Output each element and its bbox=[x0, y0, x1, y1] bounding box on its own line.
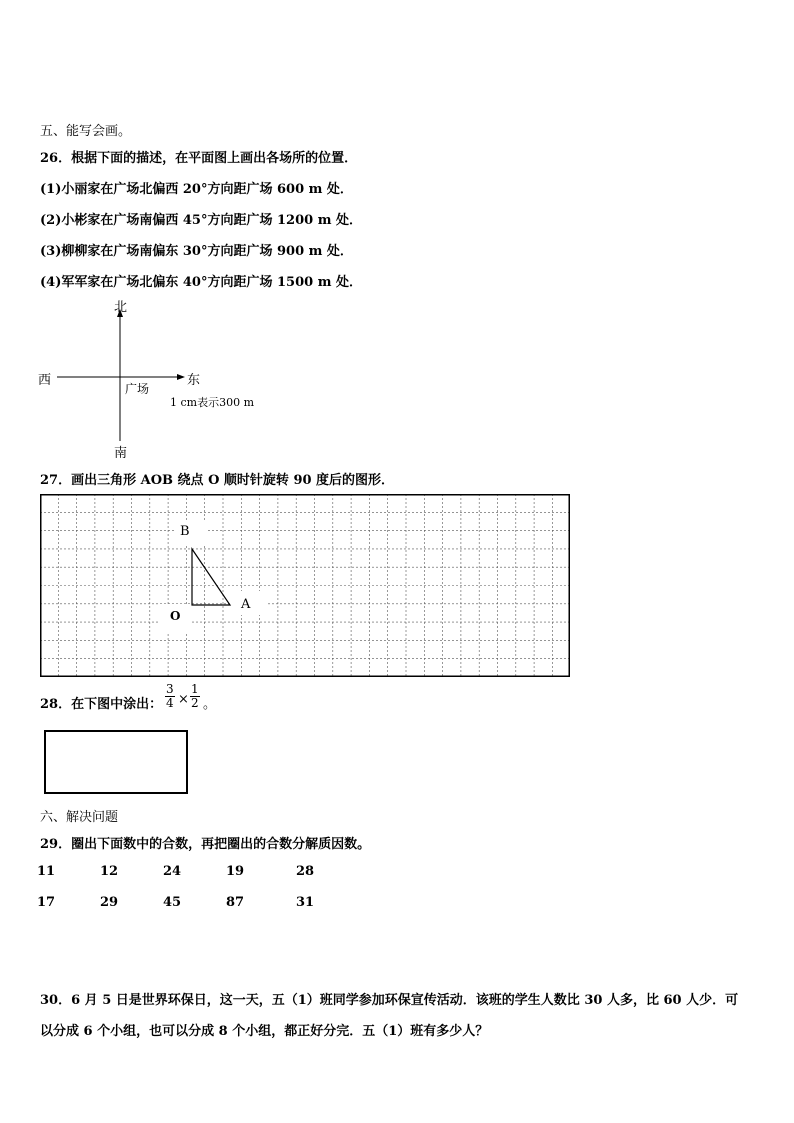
question-26-item-3: (3)柳柳家在广场南偏东 30°方向距广场 900 m 处． bbox=[40, 244, 353, 259]
label-south: 南 bbox=[114, 446, 128, 461]
label-b: B bbox=[180, 524, 190, 539]
number-item[interactable]: 87 bbox=[226, 895, 245, 910]
label-o: O bbox=[170, 609, 181, 623]
number-item[interactable]: 17 bbox=[37, 895, 56, 910]
number-item[interactable]: 31 bbox=[296, 895, 315, 910]
compass-axes bbox=[30, 296, 290, 461]
scale-note: 1 cm表示300 m bbox=[170, 396, 255, 409]
question-26-item-1: (1)小丽家在广场北偏西 20°方向距广场 600 m 处． bbox=[40, 182, 353, 197]
east-arrow-icon bbox=[177, 374, 185, 380]
question-29-title: 29．圈出下面数中的合数，再把圈出的合数分解质因数。 bbox=[40, 837, 371, 852]
section-five-title: 五、能写会画。 bbox=[40, 124, 132, 139]
fraction-one-half bbox=[190, 683, 200, 710]
question-30-line-1: 30．6 月 5 日是世界环保日，这一天，五（1）班同学参加环保宣传活动．该班的学生人数比 30 人多，比 60 人少．可 bbox=[40, 993, 739, 1008]
grid-canvas bbox=[40, 494, 570, 677]
grid-lines bbox=[40, 494, 570, 677]
number-item[interactable]: 28 bbox=[296, 864, 315, 879]
compass-diagram bbox=[30, 296, 290, 461]
question-27-title: 27．画出三角形 AOB 绕点 O 顺时针旋转 90 度后的图形． bbox=[40, 473, 395, 488]
number-item[interactable]: 29 bbox=[100, 895, 119, 910]
shading-rectangle[interactable] bbox=[44, 730, 188, 794]
question-28-prefix: 28．在下图中涂出： bbox=[40, 697, 163, 712]
number-item[interactable]: 19 bbox=[226, 864, 245, 879]
label-north: 北 bbox=[114, 300, 128, 315]
label-west: 西 bbox=[38, 373, 52, 388]
number-item[interactable]: 45 bbox=[163, 895, 182, 910]
label-plaza: 广场 bbox=[125, 382, 150, 396]
fraction-2-denominator: 2 bbox=[191, 696, 199, 710]
times-sign: × bbox=[178, 692, 189, 707]
question-30-line-2: 以分成 6 个小组，也可以分成 8 个小组，都正好分完．五（1）班有多少人？ bbox=[40, 1024, 489, 1039]
question-26-item-4: (4)军军家在广场北偏东 40°方向距广场 1500 m 处． bbox=[40, 275, 362, 290]
question-28-suffix: 。 bbox=[203, 697, 217, 712]
rotation-grid bbox=[40, 494, 570, 677]
fraction-2-numerator: 1 bbox=[191, 682, 199, 696]
question-26-item-2: (2)小彬家在广场南偏西 45°方向距广场 1200 m 处． bbox=[40, 213, 362, 228]
label-east: 东 bbox=[187, 373, 201, 388]
fraction-three-quarters bbox=[165, 683, 175, 710]
section-six-title: 六、解决问题 bbox=[40, 810, 119, 825]
number-item[interactable]: 11 bbox=[37, 864, 56, 879]
fraction-1-denominator: 4 bbox=[166, 696, 174, 710]
fraction-1-numerator: 3 bbox=[166, 682, 174, 696]
number-item[interactable]: 24 bbox=[163, 864, 182, 879]
label-a: A bbox=[241, 597, 251, 612]
question-26-title: 26．根据下面的描述，在平面图上画出各场所的位置． bbox=[40, 151, 358, 166]
number-item[interactable]: 12 bbox=[100, 864, 119, 879]
triangle-aob bbox=[192, 549, 230, 605]
